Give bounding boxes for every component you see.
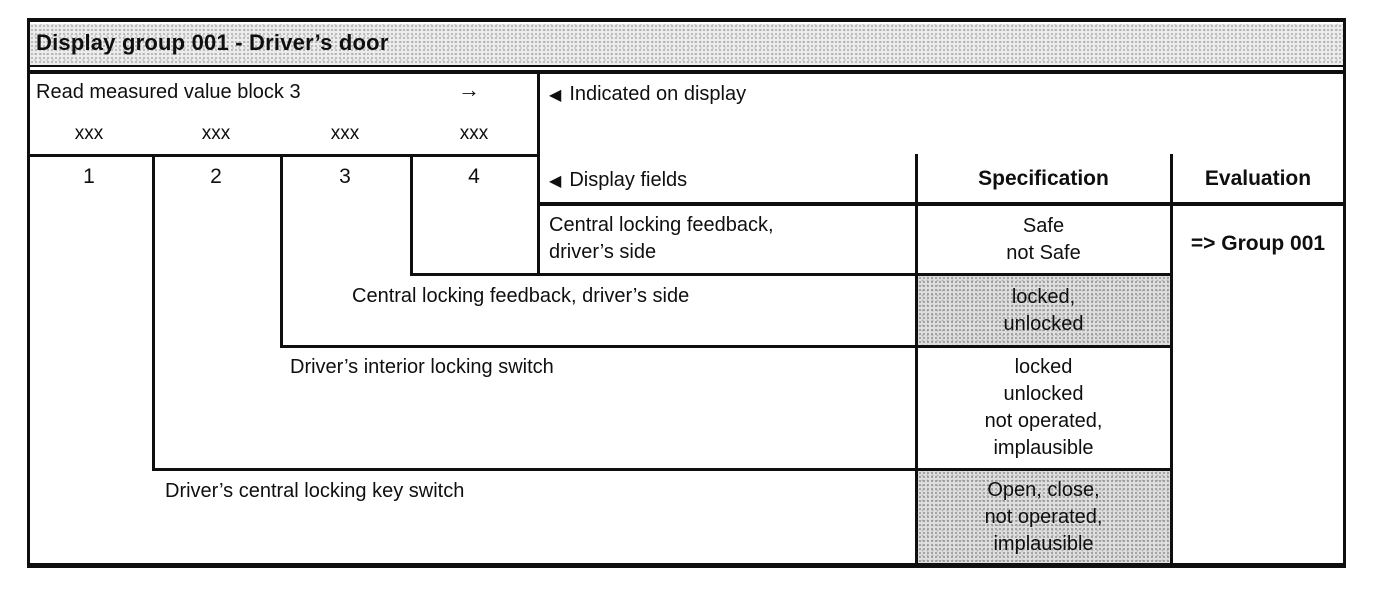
column-header-specification: Specification	[978, 167, 1109, 190]
spec-line: locked,	[1011, 285, 1076, 308]
row-description: Driver’s interior locking switch	[290, 356, 554, 378]
spec-line: unlocked	[1003, 383, 1084, 405]
row-description: Driver’s central locking key switch	[165, 480, 465, 502]
evaluation-value: => Group 001	[1190, 231, 1326, 255]
spec-line: Open, close,	[987, 478, 1100, 501]
left-triangle-icon: ◀	[549, 86, 562, 104]
instruction-text: Read measured value block 3	[36, 81, 301, 103]
field-number-3: 3	[339, 165, 351, 188]
spec-line: implausible	[993, 532, 1094, 555]
field-number-1: 1	[83, 165, 95, 188]
page-title: Display group 001 - Driver’s door	[36, 30, 389, 55]
table-border-left	[27, 18, 30, 568]
grid-line-vertical-field1-right	[152, 154, 155, 471]
row-description: Central locking feedback, driver’s side	[352, 285, 690, 307]
value-placeholder-4: xxx	[459, 123, 489, 144]
spec-line: locked	[1014, 356, 1073, 378]
field-number-4: 4	[468, 165, 480, 188]
left-triangle-icon: ◀	[549, 172, 562, 190]
table-border-right	[1343, 18, 1346, 568]
row1-desc-line1: Central locking feedback,	[549, 214, 774, 236]
column-header-evaluation: Evaluation	[1204, 167, 1312, 190]
table-border-bottom	[27, 563, 1346, 568]
specification-cell-row3	[917, 348, 1170, 468]
grid-line-vertical-field4-right	[537, 74, 540, 276]
display-fields-text: Display fields	[569, 169, 688, 191]
display-fields-label	[549, 167, 687, 194]
spec-line: not Safe	[1006, 241, 1081, 264]
grid-line-fields-top	[27, 154, 540, 157]
title-rule-thin	[27, 65, 1346, 67]
value-placeholder-3: xxx	[330, 123, 360, 144]
grid-line-vertical-field2-right	[280, 154, 283, 348]
specification-cell-row2	[917, 276, 1170, 345]
spec-line: unlocked	[1003, 312, 1084, 335]
spec-line: not operated,	[984, 505, 1103, 528]
title-rule-thick	[27, 70, 1346, 74]
row-description	[549, 212, 774, 266]
value-placeholder-1: xxx	[74, 123, 104, 144]
grid-line-vertical-field3-right	[410, 154, 413, 276]
indicated-on-display-text: Indicated on display	[569, 83, 747, 105]
right-arrow-icon: →	[458, 77, 480, 102]
specification-cell-row4	[917, 471, 1170, 563]
table-border-top	[27, 18, 1346, 22]
row1-desc-line2: driver’s side	[549, 241, 657, 263]
field-number-2: 2	[210, 165, 222, 188]
spec-line: not operated,	[984, 410, 1103, 432]
spec-line: implausible	[993, 437, 1094, 459]
indicated-on-display-label	[549, 81, 746, 108]
specification-cell-row1	[917, 206, 1170, 273]
value-placeholder-2: xxx	[201, 123, 231, 144]
spec-line: Safe	[1022, 214, 1065, 237]
